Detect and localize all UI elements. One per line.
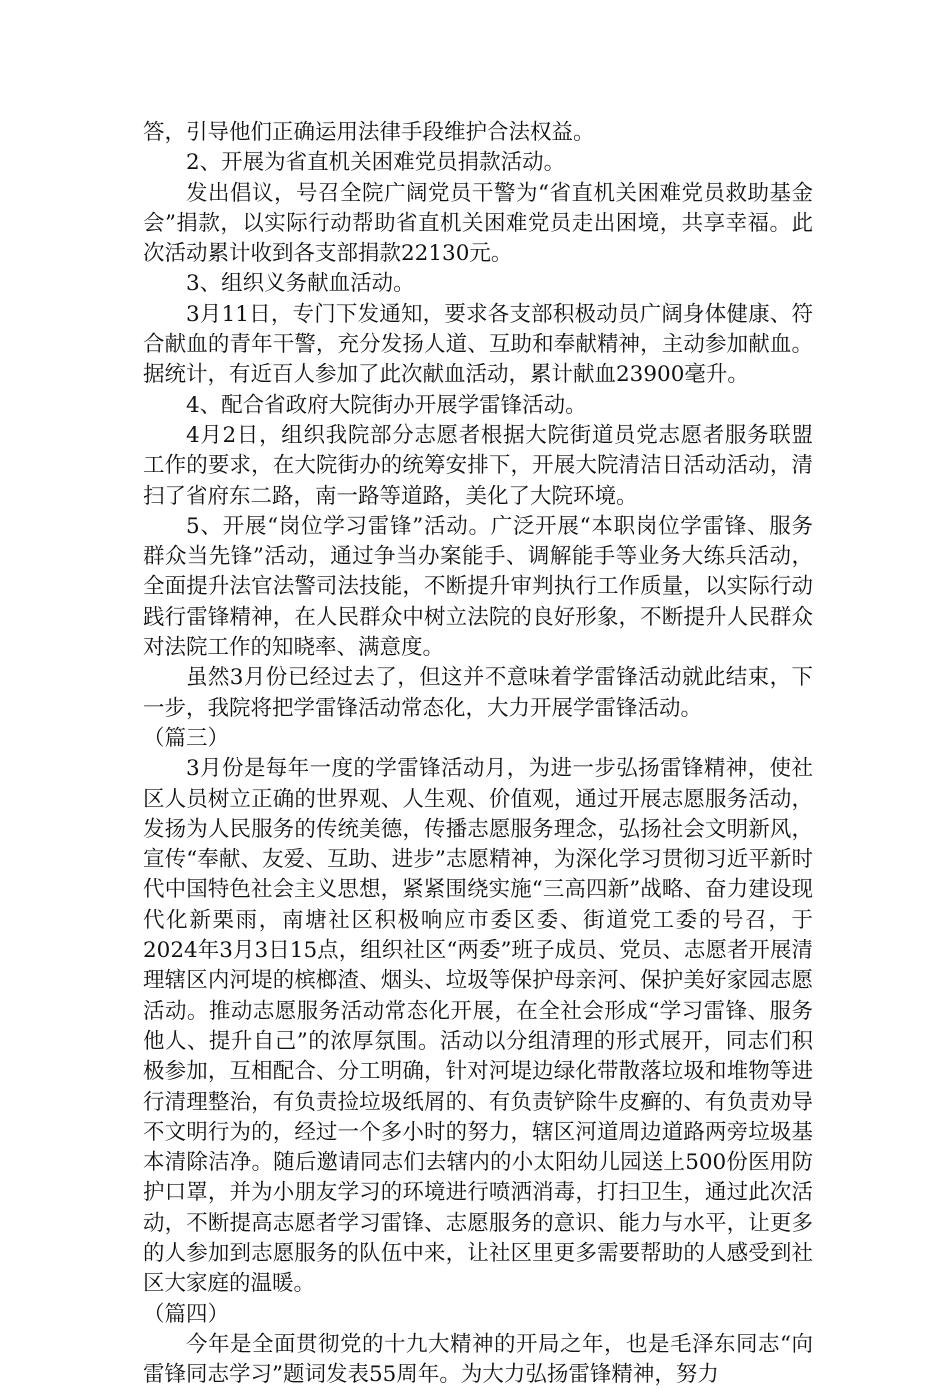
item-3-body: 3月11日，专门下发通知，要求各支部积极动员广阔身体健康、符合献血的青年干警，充分发扬人道、互助和奉献精神，主动参加献血。据统计，有近百人参加了此次献血活动，累计献血23900毫升。 [143,301,813,388]
item-4-heading: 4、配合省政府大院街办开展学雷锋活动。 [186,392,587,418]
section-4-body: 今年是全面贯彻党的十九大精神的开局之年，也是毛泽东同志“向雷锋同志学习”题词发表55周年。为大力弘扬雷锋精神，努力 [143,1331,813,1388]
document-page [143,118,813,1390]
section-3-body: 3月份是每年一度的学雷锋活动月，为进一步弘扬雷锋精神，使社区人员树立正确的世界观、人生观、价值观，通过开展志愿服务活动，发扬为人民服务的传统美德，传播志愿服务理念，弘扬社会文明新风，宣传“奉献、友爱、互助、进步”志愿精神，为深化学习贯彻习近平新时代中国特色社会主义思想，紧紧围绕实施“三高四新”战略、奋力建设现代化新栗雨，南塘社区积极响应市委区委、街道党工委的号召，于2024年3月3日15点，组织社区“两委”班子成员、党员、志愿者开展清理辖区内河堤的槟榔渣、烟头、垃圾等保护母亲河、保护美好家园志愿活动。推动志愿服务活动常态化开展，在全社会形成“学习雷锋、服务他人、提升自己”的浓厚氛围。活动以分组清理的形式展开，同志们积极参加，互相配合、分工明确，针对河堤边绿化带散落垃圾和堆物等进行清理整治，有负责捡垃圾纸屑的、有负责铲除牛皮癣的、有负责劝导不文明行为的，经过一个多小时的努力，辖区河道周边道路两旁垃圾基本清除洁净。随后邀请同志们去辖内的小太阳幼儿园送上500份医用防护口罩，并为小朋友学习的环境进行喷洒消毒，打扫卫生，通过此次活动，不断提高志愿者学习雷锋、志愿服务的意识、能力与水平，让更多的人参加到志愿服务的队伍中来，让社区里更多需要帮助的人感受到社区大家庭的温暖。 [143,756,813,1297]
section-heading-3: （篇三） [143,725,230,751]
paragraph-continuation: 答，引导他们正确运用法律手段维护合法权益。 [143,120,595,145]
item-2-heading: 2、开展为省直机关困难党员捐款活动。 [186,150,566,176]
section-heading-4: （篇四） [143,1301,230,1327]
item-3-heading: 3、组织义务献血活动。 [186,271,415,297]
item-2-body: 发出倡议，号召全院广阔党员干警为“省直机关困难党员救助基金会”捐款，以实际行动帮助省直机关困难党员走出困境，共享幸福。此次活动累计收到各支部捐款22130元。 [143,180,813,267]
closing-paragraph: 虽然3月份已经过去了，但这并不意味着学雷锋活动就此结束，下一步，我院将把学雷锋活动常态化，大力开展学雷锋活动。 [143,665,813,721]
item-4-body: 4月2日，组织我院部分志愿者根据大院街道员党志愿者服务联盟工作的要求，在大院街办的统筹安排下，开展大院清洁日活动活动，清扫了省府东二路，南一路等道路，美化了大院环境。 [143,422,813,509]
item-5-paragraph: 5、开展“岗位学习雷锋”活动。广泛开展“本职岗位学雷锋、服务群众当先锋”活动，通过争当办案能手、调解能手等业务大练兵活动，全面提升法官法警司法技能，不断提升审判执行工作质量，以实际行动践行雷锋精神，在人民群众中树立法院的良好形象，不断提升人民群众对法院工作的知晓率、满意度。 [143,513,813,661]
